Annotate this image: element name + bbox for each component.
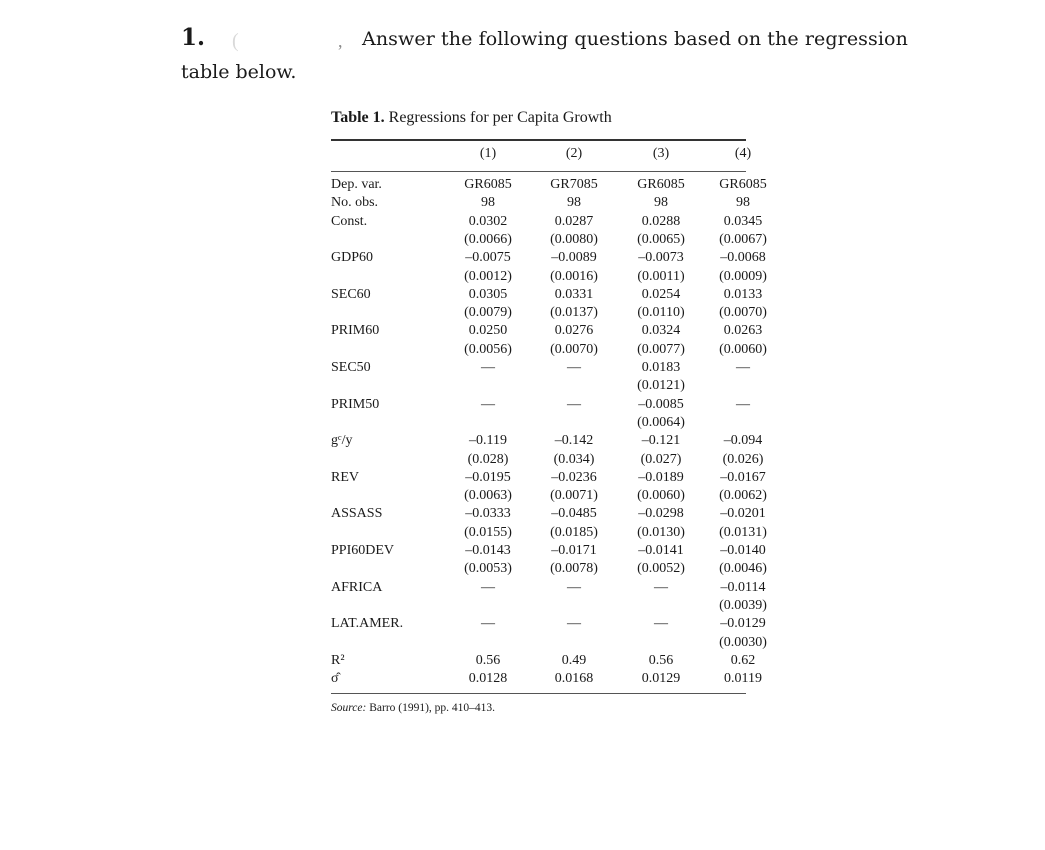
table-cell: 0.0288 — [641, 213, 681, 229]
table-top-rule — [331, 139, 746, 141]
table-row — [331, 377, 746, 395]
table-header-row — [331, 145, 752, 163]
table-cell: (0.0080) — [550, 231, 598, 247]
table-cell: 0.0254 — [641, 286, 681, 302]
table-cell: (0.0062) — [719, 488, 767, 504]
table-cell: (0.0078) — [550, 561, 598, 577]
table-cell: (0.0046) — [719, 561, 767, 577]
table-cell: (0.0066) — [464, 231, 512, 247]
question-open-paren: ( — [232, 30, 239, 52]
table-cell: — — [567, 360, 581, 375]
question-comma: , — [338, 31, 343, 51]
table-row — [331, 194, 750, 212]
table-cell: (0.0121) — [637, 378, 685, 394]
table-cell: (0.0039) — [719, 597, 767, 613]
table-cell: 0.49 — [561, 652, 587, 668]
row-label: ASSASS — [331, 506, 383, 522]
table-cell: GR6085 — [464, 177, 512, 192]
source-text: Barro (1991), pp. 410–413. — [369, 702, 496, 714]
table-cell: (0.0067) — [719, 231, 767, 247]
row-label: gᶜ/y — [331, 433, 353, 449]
table-cell: 0.0287 — [554, 213, 594, 229]
table-cell: — — [481, 616, 495, 632]
table-row — [331, 670, 762, 688]
table-cell: –0.0201 — [720, 506, 766, 522]
table-cell: –0.142 — [554, 433, 594, 449]
table-cell: 0.0263 — [723, 323, 763, 339]
row-label: No. obs. — [331, 195, 379, 211]
table-cell: GR6085 — [719, 177, 767, 192]
table-cell: 0.0324 — [641, 323, 681, 339]
table-cell: — — [481, 579, 495, 595]
table-cell: 0.0183 — [641, 360, 681, 375]
table-row — [331, 652, 756, 670]
table-cell: –0.0236 — [551, 469, 597, 485]
row-label: R² — [331, 652, 345, 668]
table-row — [331, 542, 766, 560]
table-cell: –0.0089 — [551, 250, 597, 266]
table-row — [331, 322, 763, 340]
table-cell: 0.0331 — [554, 286, 594, 302]
table-cell: 0.0305 — [468, 286, 508, 302]
row-label: σ̂ — [331, 671, 339, 687]
table-cell: — — [736, 396, 750, 412]
table-cell: –0.0171 — [551, 543, 597, 558]
table-cell: — — [654, 579, 668, 595]
table-cell: 0.56 — [475, 652, 501, 668]
table-bottom-rule — [331, 693, 746, 694]
row-label: AFRICA — [331, 579, 383, 595]
table-cell: –0.0298 — [638, 506, 684, 522]
table-cell: — — [654, 616, 668, 632]
table-cell: — — [567, 396, 581, 412]
table-row — [331, 524, 767, 542]
table-cell: (0.0064) — [637, 414, 685, 430]
table-cell: (0.0077) — [637, 341, 685, 357]
table-cell: –0.0073 — [638, 250, 684, 266]
table-cell: (0.027) — [640, 451, 682, 467]
table-cell: 0.0302 — [468, 213, 508, 229]
table-cell: (0.0056) — [464, 341, 512, 357]
table-cell: –0.0195 — [465, 469, 511, 485]
table-cell: (0.028) — [467, 451, 509, 467]
table-row — [331, 634, 767, 652]
table-row — [331, 176, 767, 194]
table-cell: (0.0052) — [637, 561, 685, 577]
table-cell: (0.0060) — [719, 341, 767, 357]
table-cell: –0.0143 — [465, 543, 511, 558]
table-cell: –0.0075 — [465, 250, 511, 266]
table-cell: (0.0065) — [637, 231, 685, 247]
table-cell: 0.0250 — [468, 323, 508, 339]
table-title-number: Table 1. — [331, 109, 385, 126]
table-cell: –0.0141 — [638, 543, 684, 558]
table-cell: (0.0016) — [550, 268, 598, 284]
table-cell: –0.0129 — [720, 616, 766, 632]
table-row — [331, 615, 766, 633]
table-cell: — — [736, 360, 750, 375]
row-label: GDP60 — [331, 250, 374, 266]
table-cell: (0.0071) — [550, 488, 598, 504]
table-row — [331, 451, 764, 469]
table-cell: (0.0130) — [637, 524, 685, 540]
table-cell: (0.0079) — [464, 305, 512, 321]
table-row — [331, 597, 767, 615]
table-cell: –0.0114 — [720, 579, 766, 595]
row-label: REV — [331, 469, 359, 485]
table-cell: 98 — [567, 195, 581, 211]
table-cell: 0.56 — [648, 652, 674, 668]
table-cell: –0.0485 — [551, 506, 597, 522]
table-cell: GR6085 — [637, 177, 685, 192]
table-cell: 0.0345 — [723, 213, 763, 229]
table-cell: –0.119 — [469, 433, 507, 449]
table-cell: –0.0167 — [720, 469, 766, 485]
table-cell: –0.0085 — [638, 396, 684, 412]
table-row — [331, 286, 763, 304]
column-header: (4) — [734, 146, 752, 161]
question-text-line2: table below. — [181, 61, 297, 83]
row-label: PPI60DEV — [331, 543, 395, 558]
table-cell: –0.0068 — [720, 250, 766, 266]
table-header-rule — [331, 171, 746, 172]
column-header: (2) — [565, 146, 583, 161]
table-cell: (0.034) — [553, 451, 595, 467]
table-title — [331, 109, 612, 127]
table-row — [331, 213, 763, 231]
row-label: LAT.AMER. — [331, 616, 404, 632]
table-cell: (0.0155) — [464, 524, 512, 540]
table-cell: (0.0009) — [719, 268, 767, 284]
table-cell: GR7085 — [550, 177, 598, 192]
table-title-text: Regressions for per Capita Growth — [388, 109, 612, 126]
table-row — [331, 579, 766, 597]
table-cell: (0.0060) — [637, 488, 685, 504]
table-cell: 98 — [654, 195, 668, 211]
table-cell: 98 — [481, 195, 495, 211]
row-label: Const. — [331, 213, 368, 229]
table-cell: (0.0137) — [550, 305, 598, 321]
table-cell: (0.0030) — [719, 634, 767, 650]
question-number: 1. — [181, 24, 206, 51]
table-cell: (0.0070) — [719, 305, 767, 321]
table-cell: (0.026) — [722, 451, 764, 467]
row-label: PRIM50 — [331, 396, 380, 412]
row-label: SEC60 — [331, 286, 371, 302]
row-label: SEC50 — [331, 360, 371, 375]
table-cell: 0.0168 — [554, 671, 594, 687]
table-row — [331, 249, 766, 267]
question-text-line1: Answer the following questions based on the regression — [362, 28, 908, 50]
table-row — [331, 505, 766, 523]
table-row — [331, 414, 746, 432]
table-row — [331, 560, 767, 578]
table-cell: (0.0053) — [464, 561, 512, 577]
table-row — [331, 487, 767, 505]
table-cell: –0.094 — [723, 433, 763, 449]
table-cell: –0.0140 — [720, 543, 766, 558]
table-cell: (0.0063) — [464, 488, 512, 504]
table-cell: 0.0128 — [468, 671, 508, 687]
table-cell: 0.0133 — [723, 286, 763, 302]
table-cell: (0.0185) — [550, 524, 598, 540]
table-source — [331, 702, 495, 714]
table-cell: –0.121 — [641, 433, 681, 449]
table-cell: (0.0070) — [550, 341, 598, 357]
column-header: (1) — [479, 146, 497, 161]
table-cell: 0.0129 — [641, 671, 681, 687]
table-row — [331, 359, 750, 377]
table-cell: — — [481, 396, 495, 412]
table-cell: 0.62 — [730, 652, 756, 668]
table-cell: — — [567, 579, 581, 595]
table-row — [331, 432, 763, 450]
column-header: (3) — [652, 146, 670, 161]
table-row — [331, 396, 750, 414]
table-cell: 0.0119 — [724, 671, 762, 687]
table-row — [331, 304, 767, 322]
row-label: PRIM60 — [331, 323, 380, 339]
table-cell: (0.0131) — [719, 524, 767, 540]
table-cell: — — [481, 360, 495, 375]
table-cell: (0.0110) — [637, 305, 685, 321]
row-label: Dep. var. — [331, 177, 382, 192]
table-row — [331, 341, 767, 359]
table-cell: — — [567, 616, 581, 632]
table-cell: 0.0276 — [554, 323, 594, 339]
table-row — [331, 268, 767, 286]
table-cell: –0.0333 — [465, 506, 511, 522]
source-label: Source: — [331, 702, 367, 714]
table-cell: –0.0189 — [638, 469, 684, 485]
table-cell: (0.0012) — [464, 268, 512, 284]
table-cell: 98 — [736, 195, 750, 211]
table-row — [331, 469, 766, 487]
table-cell: (0.0011) — [637, 268, 685, 284]
table-row — [331, 231, 767, 249]
